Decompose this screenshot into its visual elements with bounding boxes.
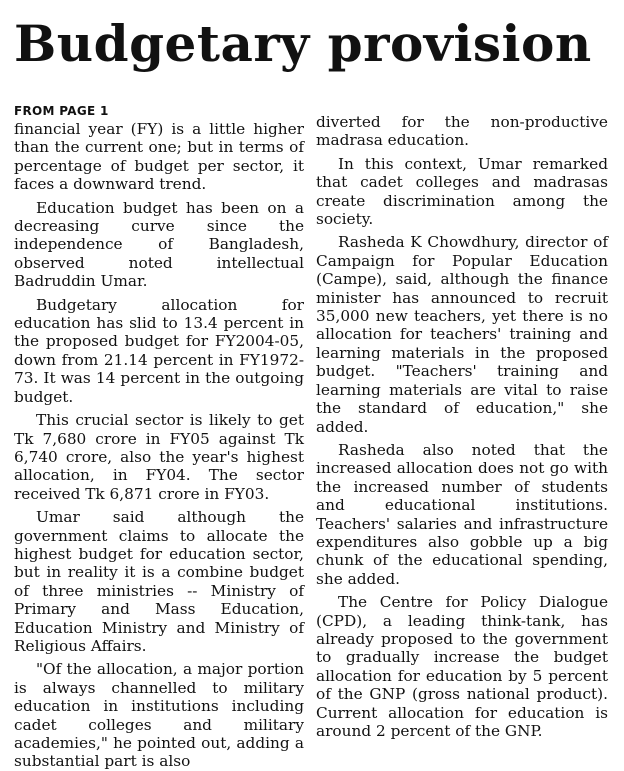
right-column (316, 113, 608, 740)
paragraph: Education budget has been on a decreasing curve since the independence of Bangladesh, observed noted intellectual Badruddin Umar. (14, 198, 304, 291)
paragraph: In this context, Umar remarked that cadet colleges and madrasas create discrimination among the society. (316, 154, 608, 229)
paragraph: The Centre for Policy Dialogue (CPD), a leading think-tank, has already proposed to the government to gradually increase the budget allocation for education by 5 percent of the GNP (gross national product). Current allocation for education is around 2 percent of the GNP. (316, 593, 608, 740)
paragraph: Rasheda also noted that the increased allocation does not go with the increased number of students and educational institutions. Teachers' salaries and infrastructure expenditures also gobble up a big chunk of the educational spending, she added. (316, 440, 608, 588)
paragraph: This crucial sector is likely to get Tk 7,680 crore in FY05 against Tk 6,740 crore, also the year's highest allocation, in FY04. The sector received Tk 6,871 crore in FY03. (14, 411, 304, 503)
paragraph: Umar said although the government claims to allocate the highest budget for education sector, but in reality it is a combine budget of three ministries -- Ministry of Primary and Mass Education, Education Ministry and Ministry of Religious Affairs. (14, 508, 304, 655)
paragraph: Budgetary allocation for education has slid to 13.4 percent in the proposed budget for FY2004-05, down from 21.14 percent in FY1972-73. It was 14 percent in the outgoing budget. (14, 295, 304, 406)
paragraph: diverted for the non-productive madrasa education. (316, 113, 608, 150)
headline: Budgetary provision (14, 14, 592, 73)
continuation-kicker: FROM PAGE 1 (14, 104, 109, 118)
paragraph: financial year (FY) is a little higher than the current one; but in terms of percentage of budget per sector, it faces a downward trend. (14, 120, 304, 194)
paragraph: "Of the allocation, a major portion is always channelled to military education in institutions including cadet colleges and military academies," he pointed out, adding a substantial part is also (14, 660, 304, 771)
left-column (14, 104, 304, 771)
paragraph: Rasheda K Chowdhury, director of Campaign for Popular Education (Campe), said, although the finance minister has announced to recruit 35,000 new teachers, yet there is no allocation for teachers' training and learning materials in the proposed budget. "Teachers' training and learning materials are vital to raise the standard of education," she added. (316, 233, 608, 436)
